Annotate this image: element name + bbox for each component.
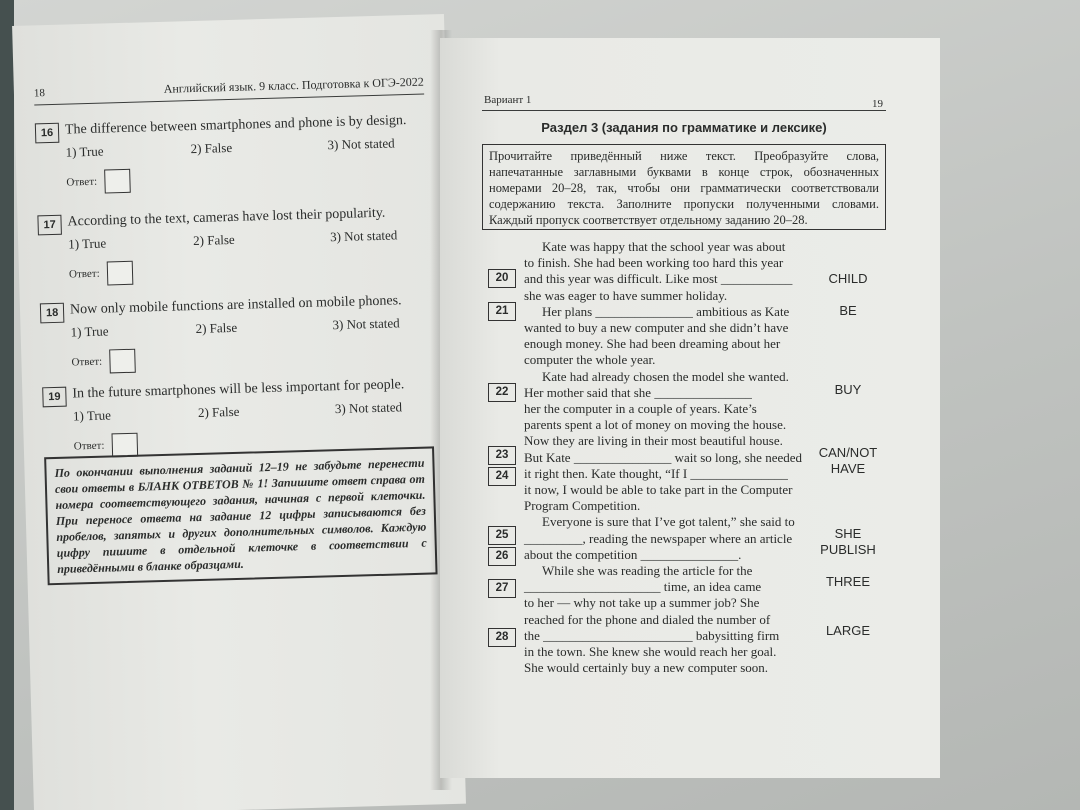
text-line: Everyone is sure that I’ve got talent,” she said to: [542, 514, 795, 530]
task-number-25: 25: [488, 526, 516, 545]
keyword-three: THREE: [825, 574, 871, 589]
text-line: Kate had already chosen the model she wanted.: [542, 368, 789, 384]
answer-box[interactable]: [109, 349, 136, 374]
keyword-large: LARGE: [825, 623, 871, 638]
answer-label: Ответ:: [66, 175, 98, 189]
option-not-stated: 3) Not stated: [334, 399, 403, 417]
option-true: 1) True: [72, 407, 112, 424]
option-true: 1) True: [70, 323, 109, 340]
text-line: She would certainly buy a new computer soon.: [524, 660, 769, 676]
answer-box[interactable]: [107, 261, 134, 286]
task-number-26: 26: [488, 547, 516, 566]
option-false: 2) False: [195, 319, 238, 337]
question-number: 16: [35, 123, 60, 144]
option-not-stated: 3) Not stated: [327, 135, 395, 153]
question-19: [42, 376, 434, 453]
text-line: computer the whole year.: [524, 352, 656, 368]
task-number-20: 20: [488, 269, 516, 288]
text-line: Kate was happy that the school year was about: [542, 239, 786, 254]
keyword-publish: PUBLISH: [820, 542, 876, 557]
answer-box[interactable]: [111, 433, 138, 458]
answer-label: Ответ:: [68, 267, 100, 281]
text-line: parents spent a lot of money on moving the house.: [524, 417, 787, 433]
right-page-number: 19: [872, 98, 883, 110]
option-true: 1) True: [65, 143, 104, 160]
text-line: wanted to buy a new computer and she didn’t have: [524, 320, 789, 336]
question-text: Now only mobile functions are installed on mobile phones.: [69, 293, 402, 318]
option-false: 2) False: [192, 231, 235, 249]
text-line: the _______________________ babysitting firm: [524, 627, 780, 643]
text-line: enough money. She had been dreaming about her: [524, 336, 781, 352]
task-number-22: 22: [488, 383, 516, 402]
question-number: 19: [42, 387, 67, 408]
question-number: 17: [37, 215, 62, 236]
transfer-answers-note: По окончании выполнения заданий 12–19 не забудьте перенести свои ответы в БЛАНК ОТВЕТОВ № 1! Запишите ответ справа от номера соответствующего задания, начиная с первой клеточки. При переносе ответа на задание 12 цифры записываются без пробелов, запятых и других дополнительных символов. Каждую цифру пишите в отдельной клеточке в соответствии с приведёнными в бланке образцами.: [44, 446, 437, 585]
question-text: The difference between smartphones and phone is by design.: [64, 113, 407, 138]
variant-label: Вариант 1: [484, 94, 532, 106]
answer-label: Ответ:: [73, 439, 105, 453]
text-line: to her — why not take up a summer job? She: [524, 595, 760, 611]
book-edge-stripe: [0, 0, 14, 810]
left-page: [12, 14, 466, 810]
keyword-she: SHE: [834, 526, 862, 541]
text-line: _________, reading the newspaper where an article: [524, 530, 793, 546]
answer-box[interactable]: [104, 169, 131, 194]
option-not-stated: 3) Not stated: [332, 315, 400, 333]
text-line: to finish. She had been working too hard this year: [524, 255, 784, 271]
text-line: Her plans _______________ ambitious as Kate: [542, 303, 790, 319]
text-line: her the computer in a couple of years. Kate’s: [524, 401, 757, 417]
option-false: 2) False: [197, 403, 240, 420]
keyword-buy: BUY: [834, 382, 862, 397]
task-number-27: 27: [488, 579, 516, 598]
option-not-stated: 3) Not stated: [329, 227, 398, 245]
text-line: But Kate _______________ wait so long, she needed: [524, 449, 803, 465]
option-false: 2) False: [190, 139, 233, 157]
task-number-24: 24: [488, 467, 516, 486]
text-line: Now they are living in their most beautiful house.: [524, 433, 783, 449]
text-line: _____________________ time, an idea came: [524, 579, 762, 595]
keyword-have: HAVE: [830, 461, 866, 476]
task-number-28: 28: [488, 628, 516, 647]
keyword-be: BE: [839, 303, 857, 318]
instructions-box: Прочитайте приведённый ниже текст. Преобразуйте слова, напечатанные заглавными буквами в конце строк, обозначенных номерами 20–28, так, чтобы они грамматически соответствовали содержанию текста. Заполните пропуски полученными словами. Каждый пропуск соответствует отдельному заданию 20–28.: [482, 144, 886, 230]
keyword-child: CHILD: [828, 271, 868, 286]
option-true: 1) True: [67, 235, 107, 252]
question-18: [40, 292, 432, 369]
question-16: [35, 112, 427, 189]
text-line: it now, I would be able to take part in the Computer: [524, 482, 793, 498]
question-17: [37, 204, 429, 281]
text-line: While she was reading the article for the: [542, 563, 753, 579]
task-number-21: 21: [488, 302, 516, 321]
text-line: Her mother said that she _______________: [524, 384, 752, 400]
text-line: reached for the phone and dialed the number of: [524, 611, 771, 627]
text-line: and this year was difficult. Like most ___________: [524, 271, 793, 287]
left-page-header: [34, 73, 424, 106]
left-page-title: Английский язык. 9 класс. Подготовка к ОГЭ-2022: [163, 74, 424, 96]
text-line: about the competition _______________.: [524, 546, 742, 562]
answer-label: Ответ:: [71, 355, 103, 369]
question-text: According to the text, cameras have lost their popularity.: [67, 205, 386, 230]
right-page: [440, 38, 940, 778]
left-page-number: 18: [33, 87, 46, 100]
task-number-23: 23: [488, 446, 516, 465]
text-line: in the town. She knew she would reach her goal.: [524, 644, 777, 660]
text-line: Program Competition.: [524, 498, 641, 514]
header-rule: [482, 110, 886, 111]
text-line: it right then. Kate thought, “If I _______________: [524, 465, 788, 481]
gap-fill-text: [524, 239, 804, 676]
text-line: she was eager to have summer holiday.: [524, 287, 728, 303]
keyword-can-not: CAN/NOT: [818, 445, 878, 460]
question-number: 18: [40, 303, 65, 324]
question-text: In the future smartphones will be less important for people.: [72, 377, 405, 402]
section-title: Раздел 3 (задания по грамматике и лексике): [541, 120, 827, 135]
